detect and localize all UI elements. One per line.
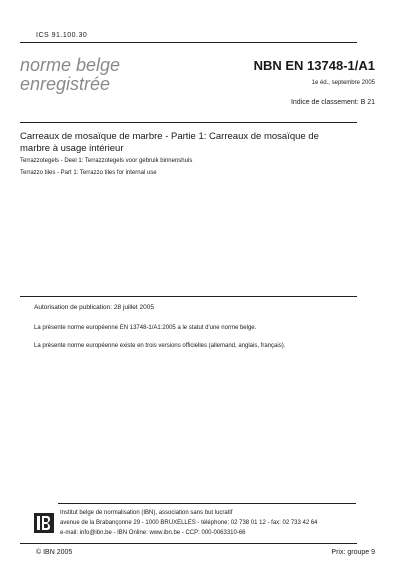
brand-line-1: norme belge xyxy=(20,55,121,75)
brand-wordmark xyxy=(20,56,120,94)
title-divider xyxy=(20,122,357,123)
ibn-name: Institut belge de normalisation (IBN), association sans but lucratif xyxy=(60,510,233,516)
belgian-status-note: La présente norme européenne EN 13748-1/A1:2005 a le statut d'une norme belge. xyxy=(34,325,257,331)
publication-divider xyxy=(20,296,357,297)
edition-date: 1e éd., septembre 2005 xyxy=(311,80,375,86)
bottom-divider xyxy=(20,543,357,544)
ibn-contact-block xyxy=(60,508,318,538)
ibn-address: avenue de la Brabançonne 29 - 1000 BRUXELLES - téléphone: 02 738 01 12 - fax: 02 733 42 64 xyxy=(60,520,318,526)
standard-number: NBN EN 13748-1/A1 xyxy=(253,58,375,73)
ibn-online: e-mail: info@ibn.be - IBN Online: www.ibn.be - CCP: 000-0063310-66 xyxy=(60,530,246,536)
publication-authorization: Autorisation de publication: 28 juillet 2005 xyxy=(34,304,154,311)
price-group: Prix: groupe 9 xyxy=(331,549,375,556)
footer-divider xyxy=(58,503,356,504)
ibn-logo xyxy=(34,513,54,533)
title-french: Carreaux de mosaïque de marbre - Partie 1: Carreaux de mosaïque de marbre à usage intérieur xyxy=(20,131,319,154)
header-divider xyxy=(20,42,357,43)
official-versions-note: La présente norme européenne existe en trois versions officielles (allemand, anglais, français). xyxy=(34,343,286,349)
title-english: Terrazzo tiles - Part 1: Terrazzo tiles for internal use xyxy=(20,170,157,176)
brand-line-2: enregistrée xyxy=(20,74,111,94)
classification-index: Indice de classement: B 21 xyxy=(290,99,375,106)
copyright: © IBN 2005 xyxy=(36,549,73,556)
title-dutch: Terrazzotegels - Deel 1: Terrazzotegels voor gebruik binnenshuis xyxy=(20,158,193,164)
ics-code: ICS 91.100.30 xyxy=(36,32,88,39)
